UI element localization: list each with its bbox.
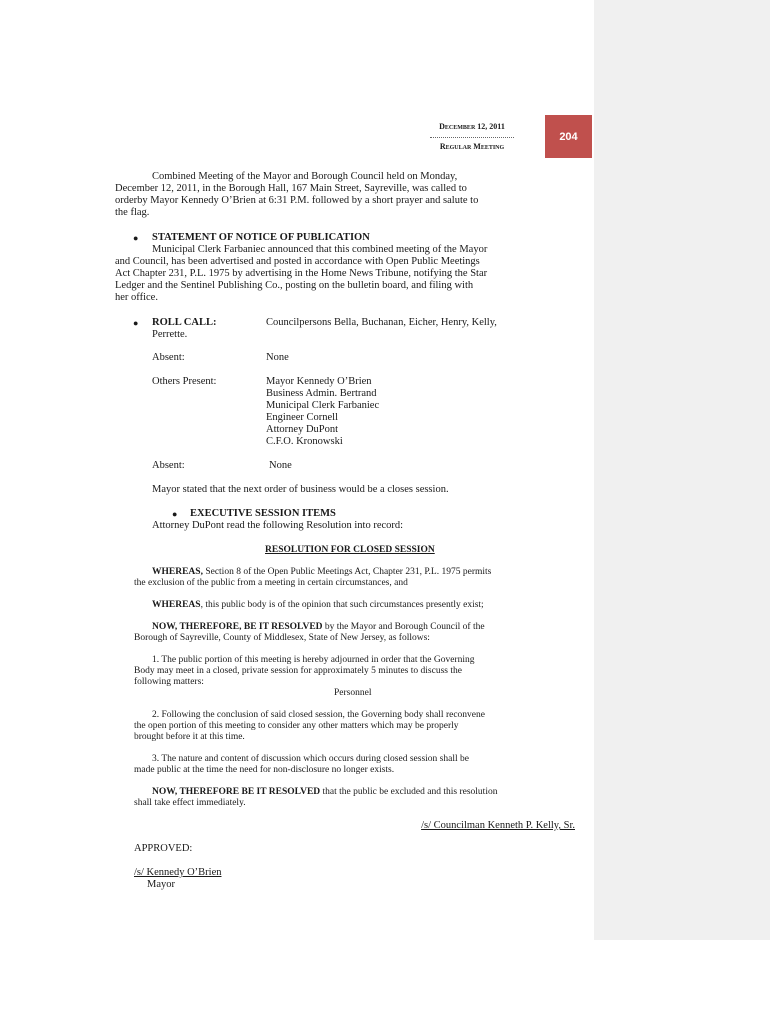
bullet-icon: ● <box>133 318 139 328</box>
resolution-item-2: the open portion of this meeting to consider any other matters which may be properly <box>134 721 459 731</box>
approved-label: APPROVED: <box>134 843 193 854</box>
absent-value: None <box>266 352 289 363</box>
others-present-item: Mayor Kennedy O’Brien <box>266 376 372 387</box>
mayor-signature: /s/ Kennedy O’Brien <box>134 867 222 878</box>
notice-heading: STATEMENT OF NOTICE OF PUBLICATION <box>152 232 370 243</box>
others-present-item: Business Admin. Bertrand <box>266 388 377 399</box>
others-present-item: C.F.O. Kronowski <box>266 436 343 447</box>
whereas-1: WHEREAS, Section 8 of the Open Public Meetings Act, Chapter 231, P.L. 1975 permits <box>152 567 492 577</box>
intro-line: the flag. <box>115 207 150 218</box>
header-meeting-type: Regular Meeting <box>439 142 505 151</box>
mayor-statement: Mayor stated that the next order of business would be a closes session. <box>152 484 449 495</box>
roll-call-label: ROLL CALL: <box>152 317 217 328</box>
now-therefore-1: NOW, THEREFORE, BE IT RESOLVED by the Mayor and Borough Council of the <box>152 622 485 632</box>
resolution-item-3: 3. The nature and content of discussion which occurs during closed session shall be <box>152 754 469 764</box>
whereas-1-cont: the exclusion of the public from a meeting in certain circumstances, and <box>134 578 408 588</box>
now-therefore-2-cont: shall take effect immediately. <box>134 798 246 808</box>
absent-label: Absent: <box>152 352 185 363</box>
executive-heading: EXECUTIVE SESSION ITEMS <box>190 508 336 519</box>
notice-line: and Council, has been advertised and posted in accordance with Open Public Meetings <box>115 256 480 267</box>
intro-line: Combined Meeting of the Mayor and Borough Council held on Monday, <box>152 171 458 182</box>
notice-line: Ledger and the Sentinel Publishing Co., posting on the bulletin board, and filing with <box>115 280 474 291</box>
councilman-signature: /s/ Councilman Kenneth P. Kelly, Sr. <box>421 820 575 831</box>
others-present-item: Engineer Cornell <box>266 412 339 423</box>
others-present-item: Attorney DuPont <box>266 424 339 435</box>
bullet-icon: ● <box>172 509 178 519</box>
mayor-title: Mayor <box>147 879 175 890</box>
whereas-2: WHEREAS, this public body is of the opinion that such circumstances presently exist; <box>152 600 484 610</box>
resolution-item-2: brought before it at this time. <box>134 732 245 742</box>
roll-call-present: Councilpersons Bella, Buchanan, Eicher, Henry, Kelly, <box>266 317 497 328</box>
intro-line: December 12, 2011, in the Borough Hall, 167 Main Street, Sayreville, was called to <box>115 183 467 194</box>
resolution-item-1: 1. The public portion of this meeting is hereby adjourned in order that the Governing <box>152 655 475 665</box>
now-therefore-2: NOW, THEREFORE BE IT RESOLVED that the public be excluded and this resolution <box>152 787 498 797</box>
comment-pane <box>594 0 770 940</box>
notice-line: Act Chapter 231, P.L. 1975 by advertising in the Home News Tribune, notifying the Star <box>115 268 488 279</box>
now-therefore-1-cont: Borough of Sayreville, County of Middlesex, State of New Jersey, as follows: <box>134 633 430 643</box>
notice-line: Municipal Clerk Farbaniec announced that this combined meeting of the Mayor <box>152 244 488 255</box>
executive-line: Attorney DuPont read the following Resolution into record: <box>152 520 404 531</box>
bullet-icon: ● <box>133 233 139 243</box>
resolution-item-1: Body may meet in a closed, private session for approximately 5 minutes to discuss the <box>134 666 462 676</box>
others-present-item: Municipal Clerk Farbaniec <box>266 400 380 411</box>
absent2-value: None <box>269 460 292 471</box>
others-present-label: Others Present: <box>152 376 217 387</box>
resolution-title: RESOLUTION FOR CLOSED SESSION <box>265 545 435 555</box>
resolution-item-2: 2. Following the conclusion of said closed session, the Governing body shall reconvene <box>152 710 485 720</box>
header-divider <box>430 137 514 138</box>
notice-line: her office. <box>115 292 158 303</box>
resolution-item-1-topic: Personnel <box>334 688 372 698</box>
page-number-badge: 204 <box>545 115 592 158</box>
resolution-item-3: made public at the time the need for non-disclosure no longer exists. <box>134 765 395 775</box>
intro-line: orderby Mayor Kennedy O’Brien at 6:31 P.M. followed by a short prayer and salute to <box>115 195 479 206</box>
roll-call-present-cont: Perrette. <box>152 329 188 340</box>
header-date: December 12, 2011 <box>439 122 505 131</box>
absent2-label: Absent: <box>152 460 185 471</box>
resolution-item-1: following matters: <box>134 677 204 687</box>
